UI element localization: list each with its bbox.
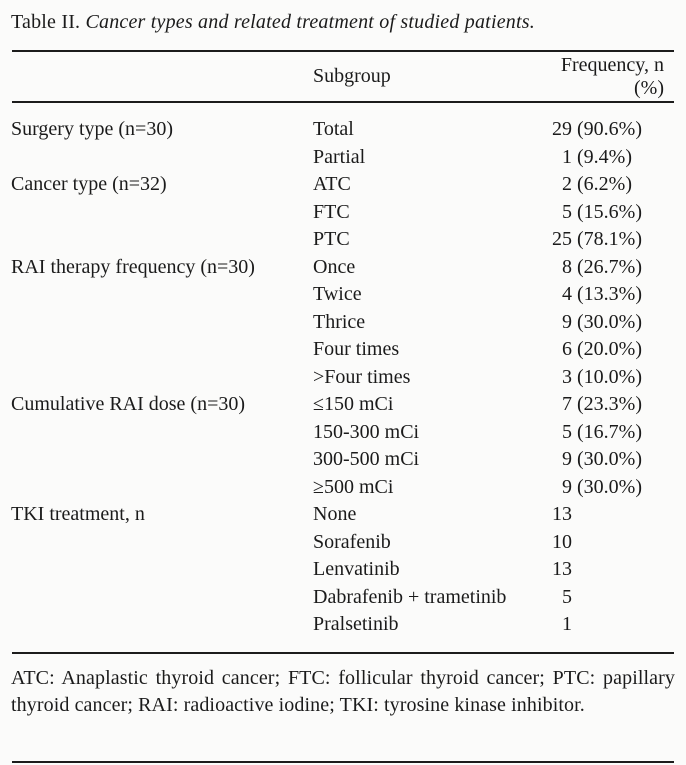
- bottom-rule: [12, 761, 674, 763]
- subgroup-cell: >Four times: [313, 365, 411, 388]
- table-row: [11, 281, 675, 309]
- table-body: [0, 103, 686, 652]
- table-row: [11, 116, 675, 144]
- table-number: Table II.: [11, 11, 81, 33]
- frequency-cell: [540, 419, 675, 447]
- table-row: [11, 364, 675, 392]
- category-cell: [11, 336, 313, 364]
- percent-value: (15.6%): [577, 200, 642, 223]
- percent-value: (6.2%): [577, 173, 632, 195]
- frequency-cell: [540, 309, 675, 337]
- subgroup-cell: ≥500 mCi: [313, 475, 394, 498]
- count-value: 5: [562, 200, 572, 223]
- count-value: 5: [562, 585, 572, 608]
- category-cell: [11, 281, 313, 309]
- table-row: [11, 336, 675, 364]
- category-cell: [11, 199, 313, 227]
- frequency-cell: [540, 446, 675, 474]
- column-header-frequency: Frequency, n (%): [560, 53, 664, 99]
- count-value: 25: [552, 228, 572, 250]
- table-header-row: [0, 52, 686, 101]
- subgroup-cell: Pralsetinib: [313, 613, 399, 635]
- table-title: [0, 0, 686, 35]
- percent-value: (26.7%): [577, 255, 642, 278]
- frequency-cell: [540, 254, 675, 282]
- column-header-subgroup: Subgroup: [313, 65, 391, 87]
- subgroup-cell: Total: [313, 118, 354, 140]
- percent-value: (13.3%): [577, 283, 642, 305]
- count-value: 1: [562, 145, 572, 168]
- subgroup-cell: 300-500 mCi: [313, 448, 420, 470]
- frequency-cell: [540, 474, 675, 502]
- table-footnote: ATC: Anaplastic thyroid cancer; FTC: follicular thyroid cancer; PTC: papillary thyroid cancer; RAI: radioactive iodine; TKI: tyrosine kinase inhibitor.: [11, 666, 675, 716]
- subgroup-cell: Partial: [313, 145, 366, 168]
- count-value: 9: [562, 310, 572, 333]
- frequency-cell: [540, 144, 675, 172]
- category-cell: [11, 446, 313, 474]
- frequency-cell: [540, 529, 675, 557]
- count-value: 9: [562, 448, 572, 470]
- subgroup-cell: FTC: [313, 200, 350, 223]
- table-row: [11, 474, 675, 502]
- percent-value: (30.0%): [577, 310, 642, 333]
- count-value: 9: [562, 475, 572, 498]
- category-cell: Cumulative RAI dose (n=30): [11, 393, 246, 415]
- category-cell: [11, 419, 313, 447]
- table-row: [11, 419, 675, 447]
- percent-value: (78.1%): [577, 228, 642, 250]
- subgroup-cell: Lenvatinib: [313, 558, 400, 580]
- count-value: 6: [562, 338, 572, 360]
- frequency-cell: [540, 556, 675, 584]
- table-row: [11, 226, 675, 254]
- subgroup-cell: Four times: [313, 338, 400, 360]
- count-value: 3: [562, 365, 572, 388]
- count-value: 10: [552, 530, 572, 553]
- subgroup-cell: Twice: [313, 283, 362, 305]
- frequency-cell: [540, 281, 675, 309]
- table-row: [11, 611, 675, 639]
- table-row: [11, 556, 675, 584]
- category-cell: [11, 611, 313, 639]
- table-row: [11, 254, 675, 282]
- subgroup-cell: Dabrafenib + trametinib: [313, 585, 507, 608]
- subgroup-cell: Once: [313, 255, 356, 278]
- frequency-cell: [540, 116, 675, 144]
- category-cell: Cancer type (n=32): [11, 173, 167, 195]
- frequency-cell: [540, 611, 675, 639]
- subgroup-cell: Thrice: [313, 310, 366, 333]
- frequency-cell: [540, 336, 675, 364]
- table-row: [11, 309, 675, 337]
- percent-value: (90.6%): [577, 118, 642, 140]
- subgroup-cell: None: [313, 503, 357, 525]
- subgroup-cell: ≤150 mCi: [313, 393, 394, 415]
- table-row: [11, 584, 675, 612]
- frequency-cell: [540, 226, 675, 254]
- frequency-cell: [540, 364, 675, 392]
- count-value: 8: [562, 255, 572, 278]
- count-value: 5: [562, 420, 572, 443]
- percent-value: (30.0%): [577, 448, 642, 470]
- count-value: 7: [562, 393, 572, 415]
- subgroup-cell: PTC: [313, 228, 350, 250]
- percent-value: (16.7%): [577, 420, 642, 443]
- percent-value: (9.4%): [577, 145, 632, 168]
- category-cell: [11, 584, 313, 612]
- subgroup-cell: ATC: [313, 173, 351, 195]
- percent-value: (20.0%): [577, 338, 642, 360]
- category-cell: [11, 364, 313, 392]
- category-cell: [11, 309, 313, 337]
- category-cell: [11, 144, 313, 172]
- percent-value: (23.3%): [577, 393, 642, 415]
- table-row: [11, 529, 675, 557]
- table-row: [11, 501, 675, 529]
- percent-value: (30.0%): [577, 475, 642, 498]
- percent-value: (10.0%): [577, 365, 642, 388]
- frequency-cell: [540, 391, 675, 419]
- category-cell: [11, 556, 313, 584]
- count-value: 1: [562, 613, 572, 635]
- category-cell: [11, 529, 313, 557]
- category-cell: [11, 474, 313, 502]
- category-cell: [11, 226, 313, 254]
- body-bottom-rule: [12, 652, 674, 654]
- frequency-cell: [540, 199, 675, 227]
- subgroup-cell: Sorafenib: [313, 530, 391, 553]
- count-value: 4: [562, 283, 572, 305]
- table-row: [11, 199, 675, 227]
- count-value: 13: [552, 503, 572, 525]
- count-value: 2: [562, 173, 572, 195]
- subgroup-cell: 150-300 mCi: [313, 420, 420, 443]
- count-value: 13: [552, 558, 572, 580]
- count-value: 29: [552, 118, 572, 140]
- table-caption: Cancer types and related treatment of studied patients.: [85, 11, 535, 33]
- table-row: [11, 171, 675, 199]
- category-cell: Surgery type (n=30): [11, 118, 173, 140]
- table-row: [11, 391, 675, 419]
- frequency-cell: [540, 171, 675, 199]
- category-cell: TKI treatment, n: [11, 503, 145, 525]
- frequency-cell: [540, 584, 675, 612]
- category-cell: RAI therapy frequency (n=30): [11, 255, 255, 278]
- table-row: [11, 446, 675, 474]
- table-row: [11, 144, 675, 172]
- frequency-cell: [540, 501, 675, 529]
